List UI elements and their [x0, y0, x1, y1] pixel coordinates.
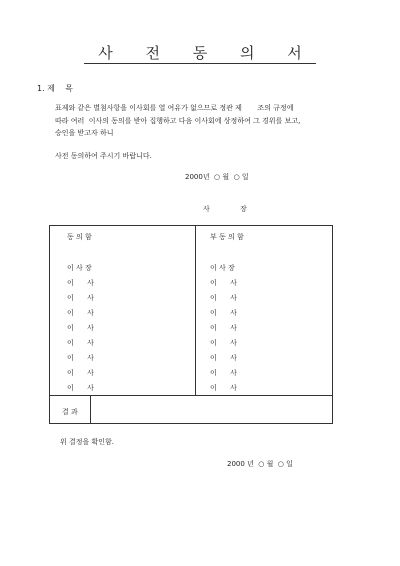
column-divider	[195, 226, 196, 395]
agree-row-label: 이 사 장	[67, 264, 92, 272]
president-label: 사 장	[203, 205, 261, 213]
agree-row-label: 이 사	[67, 324, 94, 332]
agree-row-label: 이 사	[67, 294, 94, 302]
body-line: 표제와 같은 별첨사항을 이사회를 열 여유가 없으므로 정관 제 조의 규정에	[55, 104, 294, 112]
disagree-row-label: 이 사	[210, 354, 237, 362]
document-title	[0, 42, 400, 63]
request-line: 사전 동의하여 주시기 바랍니다.	[55, 152, 152, 160]
agree-header: 동 의 함	[67, 233, 92, 241]
body-line: 따라 여러 이사의 동의를 받아 집행하고 다음 이사회에 상정하여 그 경위를 보고,	[55, 116, 301, 125]
agree-row-label: 이 사	[67, 354, 94, 362]
date-bottom: 2000 년 ○ 월 ○ 일	[227, 460, 293, 468]
disagree-row-label: 이 사	[210, 369, 237, 377]
agree-row-label: 이 사	[67, 369, 94, 377]
disagree-row-label: 이 사	[210, 339, 237, 347]
consent-table	[49, 225, 333, 424]
result-cell-divider	[90, 395, 91, 424]
disagree-row-label: 이 사	[210, 294, 237, 302]
confirm-text: 위 결정을 확인함.	[60, 438, 115, 446]
agree-row-label: 이 사	[67, 339, 94, 347]
result-label: 결 과	[62, 408, 78, 416]
disagree-row-label: 이 사	[210, 384, 237, 392]
disagree-row-label: 이 사 장	[210, 264, 235, 272]
disagree-row-label: 이 사	[210, 279, 237, 287]
result-row-divider	[50, 395, 332, 396]
agree-row-label: 이 사	[67, 309, 94, 317]
body-paragraph	[55, 102, 360, 140]
date-top: 2000년 ○ 월 ○ 일	[185, 173, 249, 181]
body-line: 승인을 받고자 하니	[55, 129, 114, 137]
disagree-row-label: 이 사	[210, 324, 237, 332]
agree-row-label: 이 사	[67, 279, 94, 287]
document-title-text: 사 전 동 의 서	[84, 44, 316, 64]
disagree-header: 부 동 의 함	[210, 233, 244, 241]
disagree-row-label: 이 사	[210, 309, 237, 317]
section-heading: 1. 제 목	[37, 84, 73, 93]
agree-row-label: 이 사	[67, 384, 94, 392]
